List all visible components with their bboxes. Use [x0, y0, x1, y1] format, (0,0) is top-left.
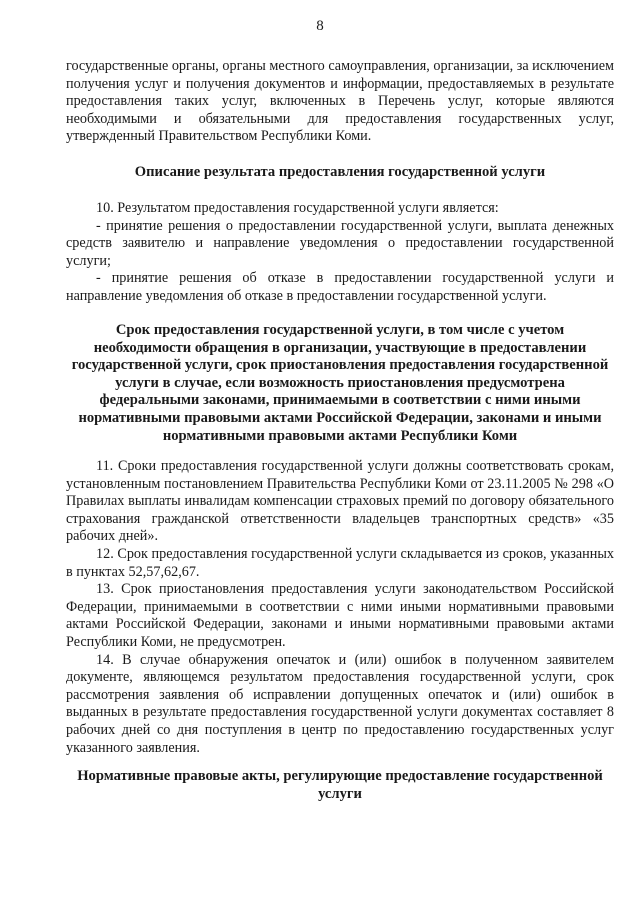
section-result	[66, 164, 614, 182]
result-item-approval: - принятие решения о предоставлении государственной услуги, выплата денежных средств заявителю и направление уведомления о предоставлении государственной услуги;	[66, 217, 614, 269]
section-heading-result: Описание результата предоставления государственной услуги	[134, 164, 546, 180]
paragraph-11: 11. Сроки предоставления государственной услуги должны соответствовать срокам, установленным постановлением Правительства Республики Коми от 23.11.2005 № 298 «О Правилах выплаты инвалидам компенсации страховых премий по договору обязательного страхования гражданской ответственности владельцев транспортных средств» «35 рабочих дней».	[66, 458, 614, 545]
section-terms-body	[66, 458, 614, 757]
intro-block	[66, 58, 614, 146]
section-result-body	[66, 200, 614, 306]
paragraph-14: 14. В случае обнаружения опечаток и (или) ошибок в полученном заявителем документе, являющемся результатом предоставления государственной услуги, срок рассмотрения заявления об исправлении допущенных опечаток и (или) ошибок в выданных в результате предоставления государственной услуги документах составляет 8 рабочих дней со дня поступления в центр по предоставлению государственных услуг указанного заявления.	[66, 651, 614, 756]
page-number: 8	[316, 18, 324, 34]
result-item-refusal: - принятие решения об отказе в предоставлении государственной услуги и направление уведомления об отказе в предоставлении государственной услуги.	[66, 270, 614, 304]
section-terms	[66, 322, 614, 445]
section-heading-terms: Срок предоставления государственной услуги, в том числе с учетом необходимости обращения в организации, участвующие в предоставлении государственной услуги, срок приостановления предоставления государственной услуги в случае, если возможность приостановления предусмотрена федеральными законами, принимаемыми в соответствии с ними иными нормативными правовыми актами Российской Федерации, законами и иными нормативными правовыми актами Республики Коми	[71, 322, 609, 444]
section-acts	[66, 768, 614, 803]
section-heading-acts: Нормативные правовые акты, регулирующие предоставление государственной услуги	[77, 768, 603, 802]
paragraph-13: 13. Срок приостановления предоставления услуги законодательством Российской Федерации, принимаемыми в соответствии с ними иными нормативными правовыми актами Российской Федерации, законами и иными нормативными правовыми актами Республики Коми, не предусмотрен.	[66, 581, 614, 650]
intro-paragraph: государственные органы, органы местного самоуправления, организации, за исключением получения услуг и получения документов и информации, предоставляемых в результате предоставления таких услуг, включенных в Перечень услуг, которые являются необходимыми и обязательными для предоставления государственных услуг, утвержденный Правительством Республики Коми.	[66, 58, 614, 145]
paragraph-12: 12. Срок предоставления государственной услуги складывается из сроков, указанных в пунктах 52,57,62,67.	[66, 545, 614, 580]
paragraph-10: 10. Результатом предоставления государственной услуги является:	[96, 200, 499, 216]
